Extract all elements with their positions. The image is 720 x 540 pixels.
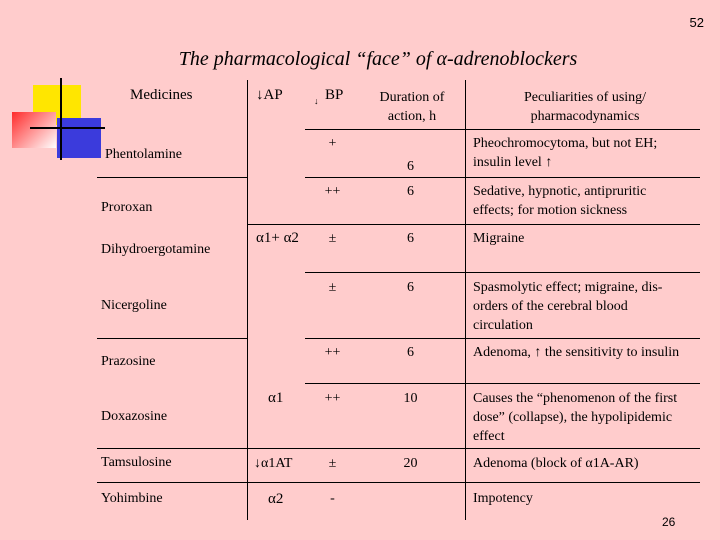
notes-row7: Adenoma (block of α1A-AR): [473, 456, 639, 471]
notes-row4: Spasmolytic effect; migraine, dis-orders of the cerebral blood circulation: [473, 280, 663, 333]
table-hline-row4-r: [305, 338, 700, 339]
notes-row2: Sedative, hypnotic, antipruritic effects; for motion sickness: [473, 184, 647, 218]
table-vline-1: [247, 80, 248, 520]
header-medicines: Medicines: [130, 87, 193, 103]
table-hline-row2: [247, 224, 700, 225]
medicine-dihydroergotamine: Dihydroergotamine: [101, 242, 211, 257]
medicine-proroxan: Proroxan: [101, 200, 153, 215]
table-hline-row4: [97, 338, 247, 339]
receptor-alpha1at: ↓α1AT: [254, 456, 293, 471]
header-bp-arrow: ↓: [314, 96, 319, 106]
medicine-nicergoline: Nicergoline: [101, 298, 167, 313]
table-hline-row5: [305, 383, 700, 384]
bp-value-row2: ++: [324, 184, 341, 199]
duration-row4: 6: [407, 280, 414, 295]
duration-row2: 6: [407, 184, 414, 199]
footer-number: 26: [662, 515, 676, 529]
medicine-phentolamine: Phentolamine: [105, 147, 182, 162]
decorative-red-square: [12, 112, 56, 148]
receptor-alpha1-alpha2: α1+ α2: [256, 230, 299, 246]
bp-value-row8: -: [330, 491, 335, 506]
table-hline-row1: [97, 177, 247, 178]
bp-value-row7: ±: [328, 456, 337, 471]
decorative-horizontal-line: [30, 127, 105, 129]
table-hline-row3: [305, 272, 700, 273]
medicine-prazosine: Prazosine: [101, 354, 156, 369]
bp-value-row6: ++: [324, 391, 341, 406]
header-ap: ↓AP: [256, 87, 283, 103]
decorative-blue-square: [57, 118, 101, 158]
table-hline-header-right: [465, 129, 700, 130]
receptor-alpha2: α2: [268, 491, 284, 507]
duration-row6: 10: [403, 391, 418, 406]
medicine-yohimbine: Yohimbine: [101, 491, 163, 506]
decorative-vertical-line: [60, 78, 62, 160]
table-vline-2: [465, 80, 466, 520]
notes-row3: Migraine: [473, 231, 525, 246]
bp-value-row4: ±: [328, 280, 337, 295]
notes-row6: Causes the “phenomenon of the first dose” (collapse), the hypolipidemic effect: [473, 391, 678, 444]
medicine-doxazosine: Doxazosine: [101, 409, 168, 424]
table-hline-row7: [97, 482, 700, 483]
table-hline-header: [305, 129, 465, 130]
duration-row7: 20: [403, 456, 418, 471]
notes-row8: Impotency: [473, 491, 533, 506]
header-bp: BP: [325, 87, 344, 103]
slide-title: The pharmacological “face” of α-adrenoblockers: [178, 48, 578, 70]
duration-row5: 6: [407, 345, 414, 360]
notes-row5: Adenoma, ↑ the sensitivity to insulin: [473, 345, 680, 360]
duration-row3: 6: [407, 231, 414, 246]
bp-value-row1: +: [328, 136, 337, 151]
receptor-alpha1: α1: [268, 390, 284, 406]
header-peculiarities: Peculiarities of using/ pharmacodynamics: [523, 90, 647, 124]
table-hline-row1-r: [305, 177, 700, 178]
notes-row1: Pheochromocytoma, but not EH; insulin level ↑: [473, 136, 658, 170]
page-number: 52: [689, 15, 704, 30]
duration-row1: 6: [407, 159, 414, 174]
header-duration: Duration of action, h: [379, 90, 445, 124]
table-hline-row6: [97, 448, 700, 449]
bp-value-row3: ±: [328, 231, 337, 246]
medicine-tamsulosine: Tamsulosine: [101, 455, 172, 470]
bp-value-row5: ++: [324, 345, 341, 360]
